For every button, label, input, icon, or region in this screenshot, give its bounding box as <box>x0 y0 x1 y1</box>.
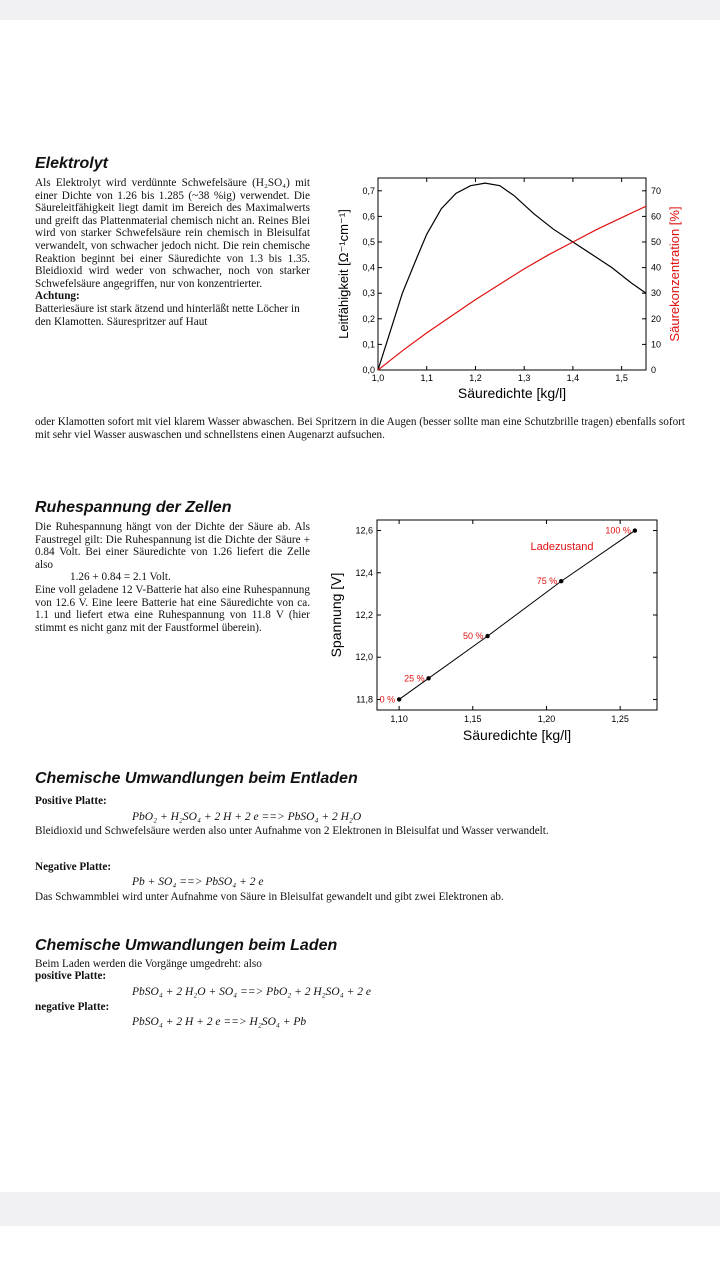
section-title-elektrolyt: Elektrolyt <box>35 155 108 172</box>
y-tick-label-right: 40 <box>651 262 662 273</box>
section-title-ruhespannung: Ruhespannung der Zellen <box>35 499 232 516</box>
y-tick-label-left: 0,3 <box>362 288 375 299</box>
y-axis-label-left: Leitfähigkeit [Ω⁻¹cm⁻¹] <box>336 209 351 339</box>
y-tick-label-left: 0,2 <box>362 313 375 324</box>
achtung-text-1: Batteriesäure ist stark ätzend und hinterläßt nette Löcher in den Klamotten. Säurespritzer auf Haut <box>35 302 300 328</box>
y-tick-label-left: 0,7 <box>362 185 375 196</box>
entladen-positive-text: Bleidioxid und Schwefelsäure werden also unter Aufnahme von 2 Elektronen in Bleisulfat und Wasser verwandelt. <box>35 825 549 837</box>
section-title-laden: Chemische Umwandlungen beim Laden <box>35 937 338 954</box>
laden-negative-equation: PbSO₄ + 2 H + 2 e ==> H₂SO₄ + Pb <box>132 1016 307 1028</box>
y-tick-label-left: 0,6 <box>362 211 375 222</box>
laden-positive-label: positive Platte: <box>35 970 107 982</box>
data-label: 25 % <box>404 673 425 684</box>
elektrolyt-paragraph <box>35 177 310 328</box>
achtung-text-2: oder Klamotten sofort mit viel klarem Wasser abwaschen. Bei Spritzern in die Augen (besser sollte man eine Schutzbrille tragen) ebenfalls sofort mit sehr viel Wasser auswaschen und schnellstens einen Augenarzt aufsuchen. <box>35 416 685 441</box>
data-point <box>397 697 401 701</box>
y-axis-label: Spannung [V] <box>328 572 344 658</box>
ruhespannung-text-1: Die Ruhespannung hängt von der Dichte der Säure ab. Als Faustregel gilt: Die Ruhespannung ist die Dichte der Säure + 0.84 Volt. Bei einer Säuredichte von 1.26 liefert die Zelle also <box>35 521 310 571</box>
y-tick-label-left: 0,4 <box>362 262 375 273</box>
x-tick-label: 1,0 <box>371 373 385 383</box>
data-label: 75 % <box>536 576 558 587</box>
x-axis-label: Säuredichte [kg/l] <box>462 727 572 743</box>
y-tick-label-right: 60 <box>651 211 662 222</box>
y-tick-label-right: 20 <box>651 313 662 324</box>
data-point <box>633 528 637 532</box>
ruhespannung-text-2: Eine voll geladene 12 V-Batterie hat also eine Ruhespannung von 12.6 V. Eine leere Batterie hat eine Säuredichte von ca. 1.1 und liefert etwa eine Ruhespannung von 11.8 V (hier stimmt es nicht ganz mit der Faustformel überein). <box>35 583 310 634</box>
data-point <box>426 676 430 680</box>
x-tick-label: 1,25 <box>611 714 629 724</box>
y-tick-label: 12,0 <box>355 652 373 663</box>
data-label: 50 % <box>463 631 484 642</box>
y-tick-label-left: 0,5 <box>362 237 375 247</box>
conductivity-chart <box>330 170 700 410</box>
y-tick-label: 12,2 <box>355 610 373 620</box>
series-line <box>399 531 635 700</box>
entladen-negative-equation: Pb + SO₄ ==> PbSO₄ + 2 e <box>132 876 264 888</box>
x-tick-label: 1,3 <box>517 373 531 383</box>
laden-negative-label: negative Platte: <box>35 1001 110 1013</box>
bottom-band <box>0 1226 720 1280</box>
achtung-label: Achtung: <box>35 290 80 303</box>
elektrolyt-text: Als Elektrolyt wird verdünnte Schwefelsäure (H₂SO₄) mit einer Dichte von 1.26 bis 1.285 (~38 %ig) verwendet. Die Säureleitfähigkeit liegt damit im Bereich des Maximalwerts und greift das Plattenmaterial chemisch nicht an. Reines Blei wird von starker Schwefelsäure rein chemisch in Bleisulfat verwandelt, von schwacher jedoch nicht. Die rein chemische Reaktion beginnt bei einer Säuredichte von 1.3 bis 1.35. Bleidioxid wird weder von schwacher, noch von starker Schwefelsäure angegriffen, nur von konzentrierter. <box>35 177 310 290</box>
x-tick-label: 1,20 <box>537 714 556 724</box>
y-tick-label-right: 30 <box>651 288 662 299</box>
x-tick-label: 1,2 <box>469 373 482 383</box>
x-tick-label: 1,1 <box>420 373 433 383</box>
y-tick-label-right: 10 <box>651 339 662 350</box>
laden-intro: Beim Laden werden die Vorgänge umgedreht: also <box>35 958 262 970</box>
voltage-chart <box>320 512 665 752</box>
data-label: 100 % <box>605 525 631 536</box>
y-axis-label-right: Säurekonzentration [%] <box>667 206 682 342</box>
entladen-negative-label: Negative Platte: <box>35 861 112 873</box>
x-tick-label: 1,5 <box>615 373 628 383</box>
entladen-positive-equation: PbO₂ + H₂SO₄ + 2 H + 2 e ==> PbSO₄ + 2 H₂O <box>132 811 362 823</box>
y-tick-label: 12,6 <box>355 525 373 536</box>
x-tick-label: 1,4 <box>566 373 580 383</box>
ruhespannung-paragraph <box>35 521 310 634</box>
laden-positive-equation: PbSO₄ + 2 H₂O + SO₄ ==> PbO₂ + 2 H₂SO₄ + 2 e <box>132 986 371 998</box>
series-line-2 <box>378 206 646 370</box>
y-tick-label-right: 50 <box>651 237 662 247</box>
data-label: 0 % <box>379 694 396 705</box>
plot-frame <box>378 178 646 370</box>
y-tick-label-right: 70 <box>651 185 662 196</box>
section-title-entladen: Chemische Umwandlungen beim Entladen <box>35 770 358 787</box>
x-tick-label: 1,10 <box>390 714 408 724</box>
y-tick-label-left: 0,0 <box>362 365 375 375</box>
y-tick-label: 12,4 <box>355 567 373 578</box>
x-tick-label: 1,15 <box>464 714 482 724</box>
data-point <box>559 579 563 583</box>
y-tick-label-right: 0 <box>651 365 657 375</box>
y-tick-label-left: 0,1 <box>362 339 375 350</box>
x-axis-label: Säuredichte [kg/l] <box>457 385 567 401</box>
y-tick-label: 11,8 <box>356 694 373 705</box>
ruhespannung-formula: 1.26 + 0.84 = 2.1 Volt. <box>70 571 171 584</box>
chart-annotation: Ladezustand <box>530 541 594 553</box>
data-point <box>485 634 489 638</box>
entladen-positive-label: Positive Platte: <box>35 795 107 807</box>
entladen-negative-text: Das Schwammblei wird unter Aufnahme von Säure in Bleisulfat gewandelt und gibt zwei Elektronen ab. <box>35 891 504 903</box>
